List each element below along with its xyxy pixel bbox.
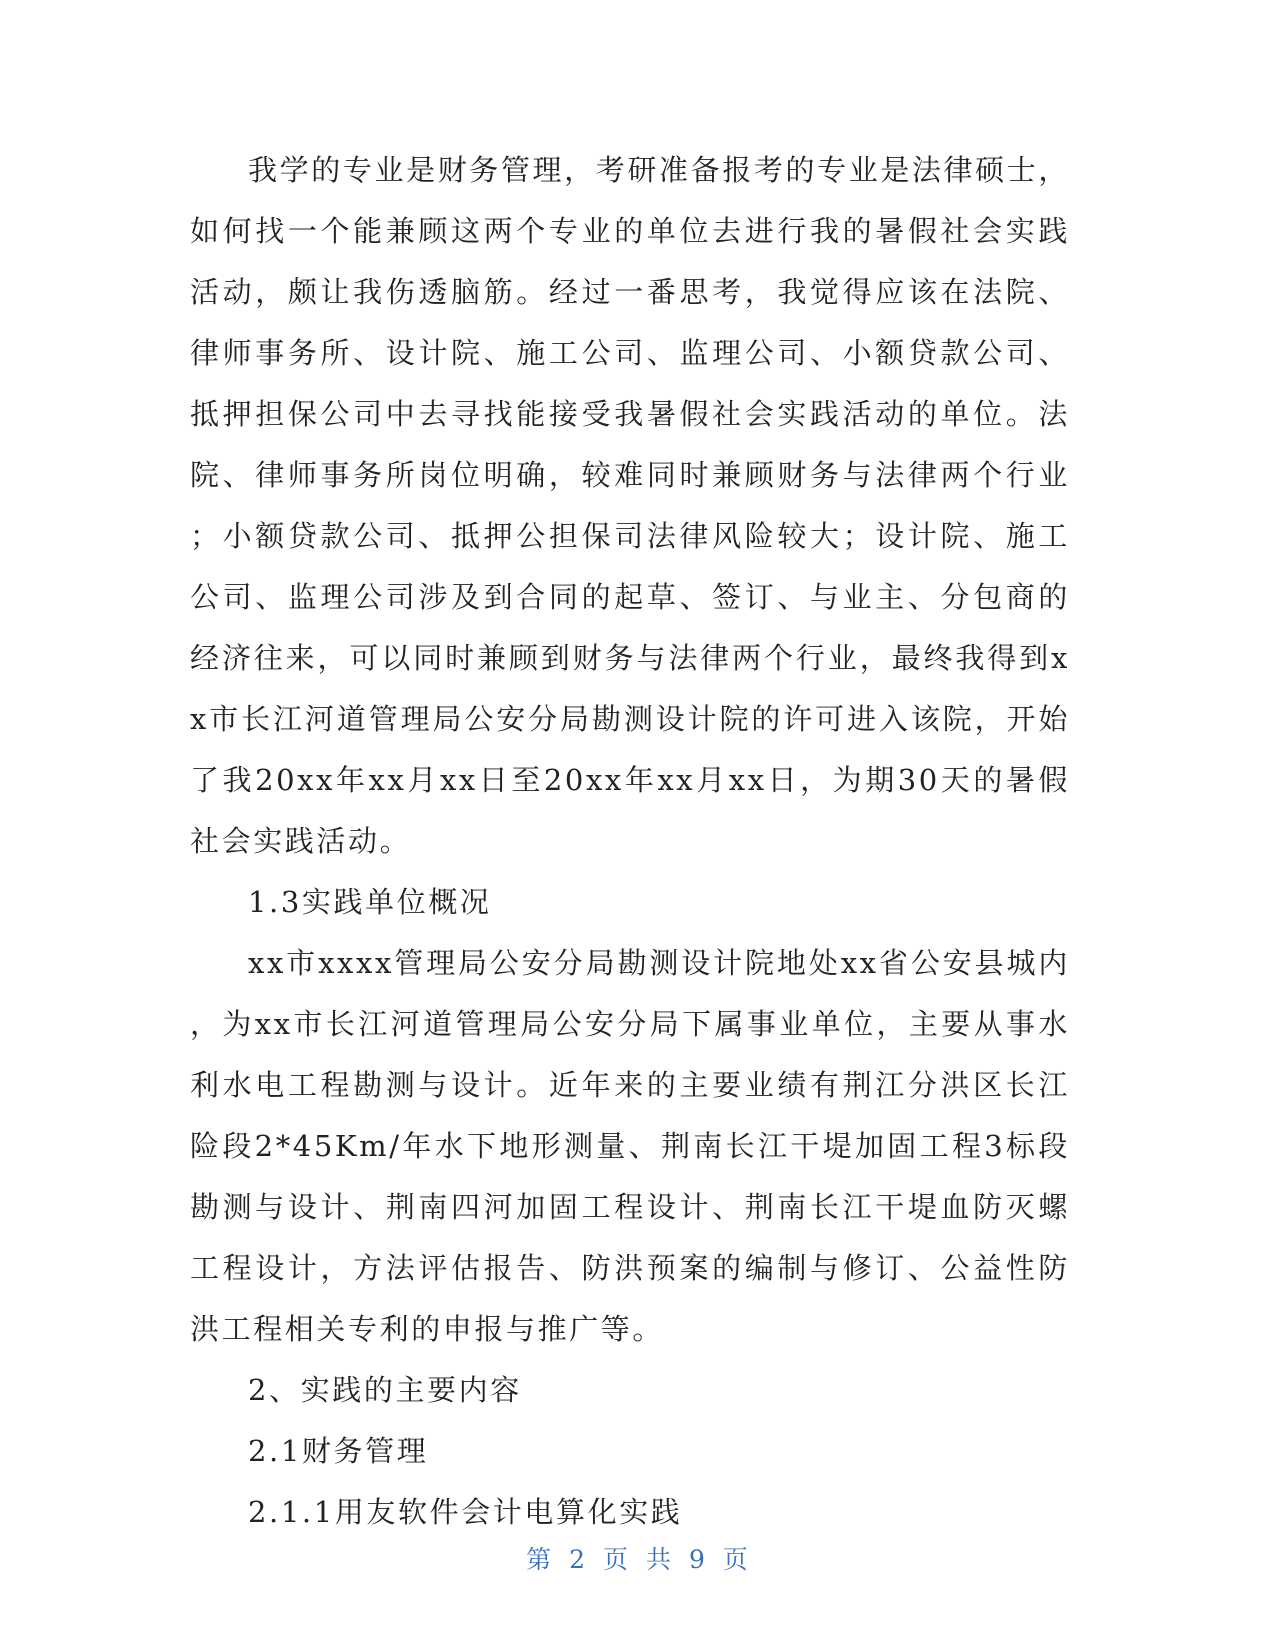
footer-prefix: 第 <box>526 1545 553 1574</box>
footer-total-pages: 9 <box>688 1545 706 1574</box>
footer-page-unit: 页 <box>603 1545 630 1574</box>
heading-2-1-1-software-practice: 2.1.1用友软件会计电算化实践 <box>248 1495 683 1529</box>
footer-total-prefix: 共 <box>645 1545 672 1574</box>
page-number-footer <box>0 1540 1275 1576</box>
heading-1-3-unit-overview: 1.3实践单位概况 <box>248 885 492 919</box>
document-body <box>190 140 1070 1543</box>
heading-2-main-content: 2、实践的主要内容 <box>248 1373 522 1407</box>
paragraph-practice-unit-selection: 我学的专业是财务管理，考研准备报考的专业是法律硕士，如何找一个能兼顾这两个专业的单位去进行我的暑假社会实践活动，颇让我伤透脑筋。经过一番思考，我觉得应该在法院、律师事务所、设计院、施工公司、监理公司、小额贷款公司、抵押担保公司中去寻找能接受我暑假社会实践活动的单位。法院、律师事务所岗位明确，较难同时兼顾财务与法律两个行业；小额贷款公司、抵押公担保司法律风险较大；设计院、施工公司、监理公司涉及到合同的起草、签订、与业主、分包商的经济往来，可以同时兼顾到财务与法律两个行业，最终我得到xx市长江河道管理局公安分局勘测设计院的许可进入该院，开始了我20xx年xx月xx日至20xx年xx月xx日，为期30天的暑假社会实践活动。 <box>190 153 1070 858</box>
footer-total-unit: 页 <box>722 1545 749 1574</box>
footer-current-page: 2 <box>569 1545 587 1574</box>
paragraph-unit-overview: xx市xxxx管理局公安分局勘测设计院地处xx省公安县城内，为xx市长江河道管理局公安分局下属事业单位，主要从事水利水电工程勘测与设计。近年来的主要业绩有荆江分洪区长江险段2*45Km/年水下地形测量、荆南长江干堤加固工程3标段勘测与设计、荆南四河加固工程设计、荆南长江干堤血防灭螺工程设计，方法评估报告、防洪预案的编制与修订、公益性防洪工程相关专利的申报与推广等。 <box>190 946 1070 1346</box>
heading-2-1-financial-management: 2.1财务管理 <box>248 1434 429 1468</box>
